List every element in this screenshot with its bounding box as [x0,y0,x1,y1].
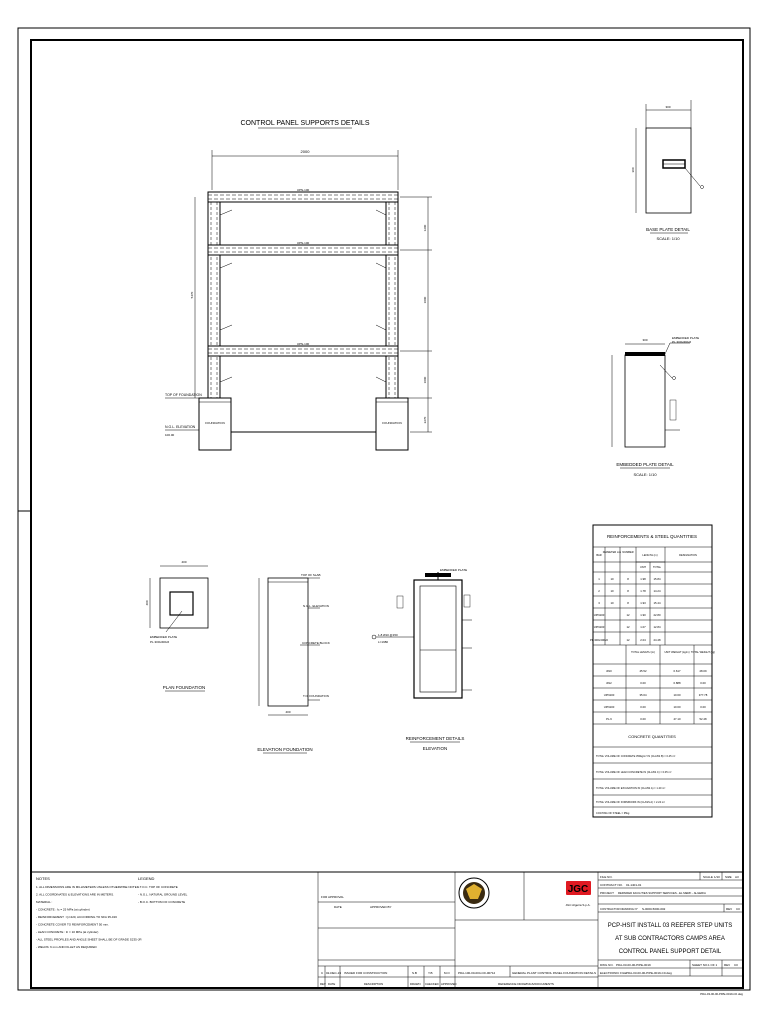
elev-label-2: N.G.L. ELEVATION [303,604,329,608]
rsq-cell: 2 [598,589,600,593]
size-label: SIZE [725,875,732,879]
note-item: 1. ALL DIMENSIONS ARE IN MILLIMETERS UNLESS OTHERWISE NOTED. [36,885,140,889]
approved-label: APPROVED BY [370,905,392,909]
rsq-sum-cell: 0.00 [640,681,646,685]
rsq-cell: 8 [627,601,629,605]
note-item: - REINFORCEMENT : fy=420, ACCORDING TO NFA 35-016 [36,915,117,919]
svg-text:DESCRIPTION: DESCRIPTION [364,982,384,986]
base-plate-dim-w: 300 [665,105,671,109]
plan-ep-label: EMBEDDED PLATE [150,635,178,639]
svg-text:02-DEC-19: 02-DEC-19 [326,971,342,975]
file-no-label: FILE NO. [600,875,613,879]
note-item: - CONCRETE COVER TO REINFORCEMENT 50 mm. [36,922,109,927]
svg-text:UNIT WEIGHT (kg/m): UNIT WEIGHT (kg/m) [664,651,690,654]
rev-row [321,971,450,975]
rsq-cell: 12 [626,613,630,617]
level-left-val-2: 100.00 [165,433,175,437]
ref-label: REFERENCE DRAWINGS/DOCUMENTS [498,982,554,986]
rsq-cell: 10 [610,601,614,605]
rsq-headers [596,550,697,569]
footer-filename: PDA-03-00-00-PIPE-0019-C0.dwg [700,992,743,996]
cq-row: TOTAL VOLUME OF CONCRETE 350kg/m³ IN (CLASS B) = 0.45 m³ [596,755,676,758]
notes-items [36,885,142,949]
note-item: - CONCRETE : fc = 25 MPa (at cylinder) [36,907,90,912]
svg-text:JGC: JGC [567,884,589,895]
rsq-sum-cell: 28.09 [699,669,707,673]
main-title: CONTROL PANEL SUPPORTS DETAILS [240,120,370,127]
dim-total-h: 5470 [190,291,194,299]
ref-doc-desc: GENERAL PLANT CONTROL PANEL FOUNDATION DETAILS [512,971,596,975]
rsq-cell: 1.98 [640,577,646,581]
plan-ep-spec: PL.300x300x6 [150,640,170,644]
rsq-cell: 1 [598,577,600,581]
legend-title: LEGEND [138,876,155,881]
contract-label: CONTRACT NO. [600,883,623,887]
rsq-sum-cell: 0.00 [700,705,706,709]
plan-title: PLAN FOUNDATION [162,685,206,690]
date-label: DATE [334,905,342,909]
rsq-sum-cell: UPN100 [603,693,615,697]
for-approval: FOR APPROVAL [321,895,344,899]
svg-text:DESIGNATION: DESIGNATION [679,554,697,557]
plan-dim-w: 400 [181,560,187,564]
elev-label-3: CONCRETE BLOCK [302,641,330,645]
embedded-plate-title: EMBEDDED PLATE DETAIL [616,462,674,467]
beam-1 [208,192,398,202]
cq-row: TOTAL VOLUME OF FORMWORK IN (CLASS A) = 2.24 m² [596,801,665,804]
ref-doc: PDA-100-00-004-CD-00712 [458,971,496,975]
rsq-cell: 15.84 [653,577,661,581]
elec-file-label: ELECTRONIC FILE [600,971,627,975]
base-plate-scale: SCALE: 1/10 [656,236,680,241]
svg-text:NUMBER: NUMBER [622,551,634,554]
notes-title: NOTES [36,876,50,881]
svg-text:TOTAL WEIGHT (kg): TOTAL WEIGHT (kg) [690,651,716,654]
size-value: A3 [735,875,739,879]
rsq-cell: 14.24 [653,589,661,593]
rsq-cell: 12.84 [653,625,661,629]
reinf-bar-a: 1-8 Ø10 @150 [378,633,398,637]
svg-text:C: C [321,971,324,975]
dim-h2: 1000 [423,296,427,304]
legend-item: - N.G.L. NATURAL GROUND LEVEL [138,892,188,897]
rsq-cell: UPN100 [593,613,605,617]
rsq-sum-cell: 0.617 [673,669,681,673]
elev-label-4: T.O. FOUNDATION [303,694,329,698]
base-plate-drawing [636,100,704,213]
dim-h4: 2270 [423,416,427,424]
rsq-sum-cell: 52.48 [699,717,707,721]
dim-h1: 1200 [423,224,427,232]
rsq-cell: 22.80 [653,613,661,617]
beam-2 [208,245,398,255]
rsq-sum-cell: UPN100 [603,705,615,709]
reinf-ep: EMBEDDED PLATE [440,568,468,572]
elev-dim: 400 [285,710,291,714]
left-column [208,192,220,398]
rsq-cell: 24.48 [653,638,661,642]
rsq-cell: PL.300x300x6 [590,638,608,642]
svg-text:PCP-HSIT INSTALL 03 REEFER STE: PCP-HSIT INSTALL 03 REEFER STEP UNITS [607,923,733,929]
rsq-sum-cell: PL.6 [606,717,612,721]
beam-1-label: UPN-100 [296,188,310,192]
rsq-cell: 10 [610,577,614,581]
dim-h3: 1000 [423,376,427,384]
elev-title: ELEVATION FOUNDATION [257,747,313,752]
rsq-cell: UPN100 [593,625,605,629]
rsq-cell: 8 [627,577,629,581]
outer-border [18,28,750,990]
contractor-label: CONTRACTOR DRAWING N° [600,907,638,911]
beam-2-label: UPN-100 [296,241,310,245]
legend-items [138,885,188,904]
embedded-plate-spec: PL.300x300x6 [672,340,692,344]
sheet-value: 1 OF 1 [708,963,718,967]
cq-row: TOTAL VOLUME OF EXCAVATION IN (CLASS A) = 1.20 m³ [596,787,666,790]
rsq-sum-cell: 0.00 [700,681,706,685]
rsq-cell: 1.93 [640,601,646,605]
svg-text:S.B: S.B [412,971,417,975]
beam-3 [208,346,398,356]
dwg-no-value: PDA-03-00-00-PIPE-0019 [616,963,651,967]
rsq-sum-cell: 377.78 [698,693,708,697]
svg-text:AT SUB CONTRACTORS CAMPS AREA: AT SUB CONTRACTORS CAMPS AREA [615,936,725,942]
svg-text:TOTAL: TOTAL [652,566,662,569]
right-column [386,192,398,398]
rev-value: C0 [736,907,740,911]
note-item: MATERIAL : [36,900,53,904]
rsq-sum-cell: 0.00 [640,717,646,721]
rev2-value: C0 [734,963,738,967]
svg-text:LENGTH (m): LENGTH (m) [642,554,658,557]
contractor-value: S-0000-5000-002 [642,907,666,911]
rev2-label: REV [724,963,731,967]
svg-text:DRAWN: DRAWN [410,982,421,986]
plan-dim-h: 400 [145,600,149,606]
legend-item: - T.O.C. TOP OF CONCRETE [138,885,178,889]
level-left-label-2: N.G.L. ELEVATION [165,425,196,429]
drawing-title-block [608,923,732,955]
svg-text:REV: REV [320,982,326,986]
svg-text:CONTROL PANEL SUPPORT DETAIL: CONTROL PANEL SUPPORT DETAIL [618,949,722,955]
svg-text:UNIT: UNIT [639,566,647,569]
rsq-sum-cell: 10.60 [673,705,681,709]
client-logo [565,880,593,907]
rsq-cell: 12 [626,638,630,642]
svg-text:ISSUED FOR CONSTRUCTION: ISSUED FOR CONSTRUCTION [344,971,388,975]
reinf-title: REINFORCEMENT DETAILS [405,736,465,741]
rsq-cell: 1.78 [640,589,646,593]
foundation-right-label: FOUNDATION [382,421,402,425]
rsq-cell: 1.07 [640,625,646,629]
note-item: - ALL STEEL PROFILES AND ANGLE SHEET SHALL BE OF GRADE S235-JR [36,937,142,942]
svg-text:M.O: M.O [444,971,450,975]
svg-text:DATE: DATE [328,982,336,986]
sheet-label: SHEET NO. [692,963,709,967]
rsq-cell: 2.04 [640,638,646,642]
company-emblem [459,878,489,908]
rsq-cell: 10 [610,589,614,593]
rsq-sum-cell: 47.10 [673,717,681,721]
elec-file-value: PDA-03-00-00-PIPE-0019-C0.dwg [626,971,672,975]
rsq-sum-cell: Ø12 [606,681,612,685]
svg-text:APPROVED: APPROVED [441,982,457,986]
svg-text:BAR: BAR [596,554,602,557]
rev-label: REV [726,907,733,911]
legend-item: - B.O.C. BOTTOM OF CONCRETE [138,900,186,904]
cq-row: COATING OF STEEL = 35kg [596,812,630,815]
svg-text:DIAMETER mm: DIAMETER mm [602,551,622,554]
note-item: 2. ALL COORDINATES & ELEVATIONS ARE IN METERS. [36,892,114,897]
rsq-cell: 12 [626,625,630,629]
rsq-sum-cell: 45.52 [639,669,647,673]
dim-ticks-right [400,197,432,398]
elev-label-1: TOP OF SLAB [301,573,321,577]
rsq-sum-cell: 35.64 [639,693,647,697]
rsq-cell: 15.44 [653,601,661,605]
embedded-plate-label: EMBEDDED PLATE [672,336,700,340]
scale-label: SCALE [703,875,713,879]
dim-overall-width: 2000 [300,149,310,154]
svg-text:Y.B: Y.B [428,971,433,975]
project-value: REPAIRED FACILITIES SUPPORT SERVICES - EL MERK - ALGERIA [618,891,706,895]
rsq-title: REINFORCEMENTS & STEEL QUANTITIES [606,534,698,539]
scale-value: 1/10 [714,875,720,879]
rsq-sum-headers [631,650,715,654]
rsq-sums [604,669,708,721]
embedded-plate-scale: SCALE: 1/10 [633,472,657,477]
foundation-left-label: FOUNDATION [205,421,225,425]
level-left-label: TOP OF FOUNDATION [165,393,202,397]
project-label: PROJECT [600,891,615,895]
rsq-cell: 8 [627,589,629,593]
base-plate-dim-h: 300 [631,167,635,173]
contract-value: 01-1401-01 [626,883,642,887]
rsq-cell: 1.90 [640,613,646,617]
svg-text:TOTAL LENGTH (m): TOTAL LENGTH (m) [631,651,655,654]
beam-3-label: UPN-100 [296,342,310,346]
reinf-subtitle: ELEVATION [422,746,448,751]
rsq-sum-cell: 10.60 [673,693,681,697]
cq-title: CONCRETE QUANTITIES [628,734,676,739]
note-item: - WELDS: 6 mm AND FILLET AS REQUIRED [36,945,97,949]
dwg-no-label: DWG NO. [600,963,614,967]
embedded-plate-drawing [612,343,690,447]
cq-row: TOTAL VOLUME OF LEAN CONCRETE IN (CLASS C) = 0.05 m³ [596,771,672,774]
svg-text:JGC Algeria S.p.A.: JGC Algeria S.p.A. [565,903,591,907]
embedded-plate-dim: 300 [642,338,648,342]
rsq-sum-cell: Ø10 [606,669,612,673]
base-plate-title: BASE PLATE DETAIL [646,227,690,232]
plan-foundation-drawing [150,566,208,632]
note-item: - LEAN CONCRETE : fc = 10 MPa (at cylinder) [36,930,99,934]
rsq-sum-cell: 0.888 [673,681,681,685]
reinf-bar-b: L=1980 [378,640,389,644]
svg-text:CHECKED: CHECKED [425,982,439,986]
rsq-sum-cell: 0.00 [640,705,646,709]
rsq-cell: 3 [598,601,600,605]
rev-headers [320,982,457,986]
